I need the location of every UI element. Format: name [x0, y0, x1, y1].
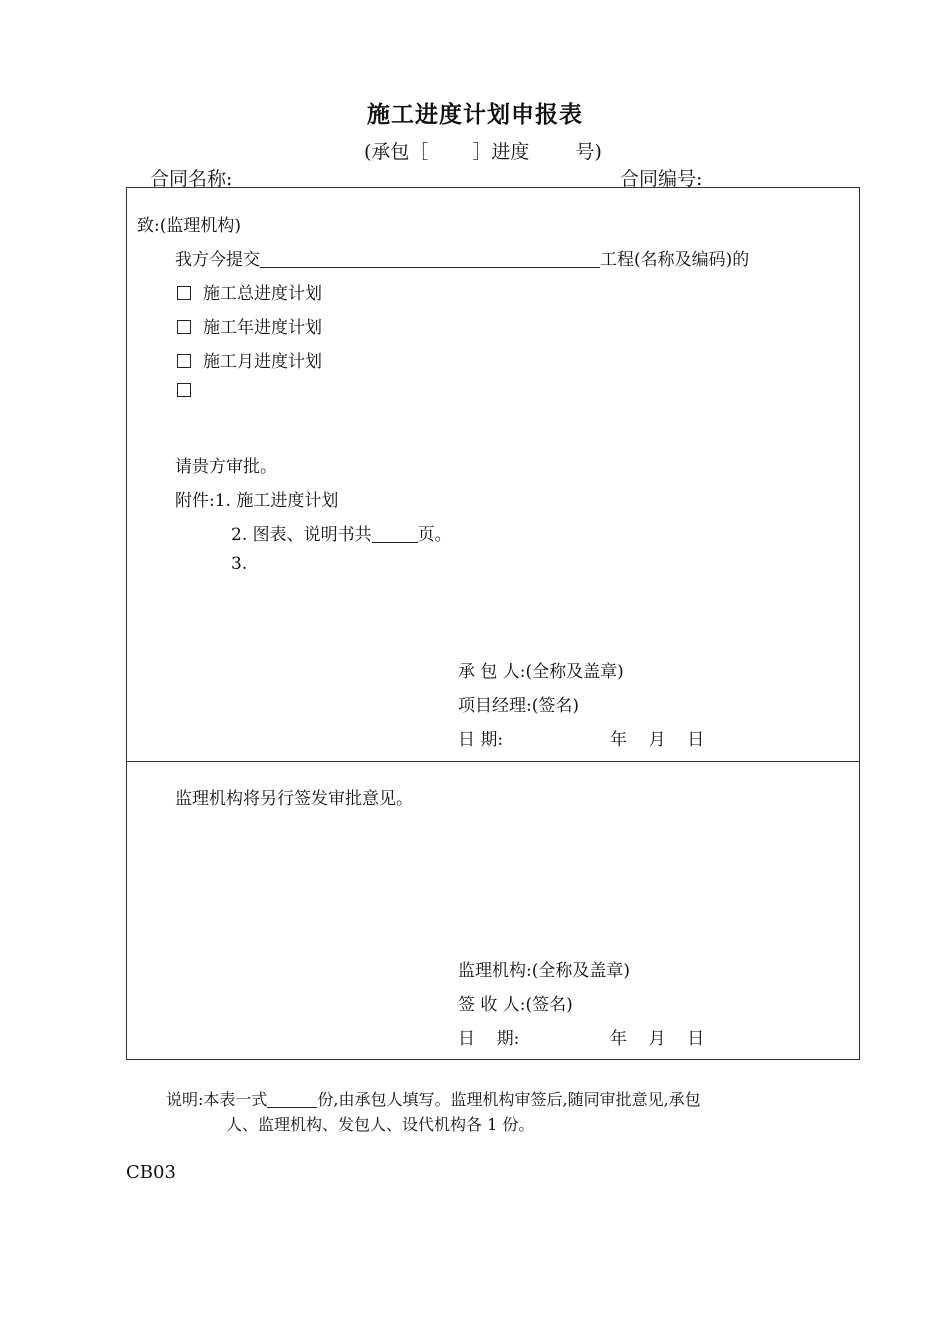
- application-section: [126, 187, 860, 762]
- supervisor-label: 监理机构:(全称及盖章): [458, 961, 630, 981]
- form-number: [364, 137, 602, 164]
- contractor-label: 承 包 人:(全称及盖章): [458, 662, 624, 682]
- page-title: 施工进度计划申报表: [367, 101, 583, 128]
- page-count-field[interactable]: [372, 524, 418, 543]
- attachment-2-suffix: 页。: [417, 525, 452, 545]
- checkbox[interactable]: [177, 320, 191, 334]
- copies-field[interactable]: [267, 1089, 317, 1108]
- manager-label: 项目经理:(签名): [458, 696, 579, 716]
- submission-line: [175, 245, 749, 270]
- supervision-section: [126, 760, 860, 1060]
- attachment-1: [175, 486, 338, 511]
- option-label: 施工月进度计划: [203, 352, 322, 372]
- option-other[interactable]: [177, 381, 203, 401]
- project-name-field[interactable]: [260, 249, 600, 268]
- footer-note-line2: 人、监理机构、发包人、设代机构各 1 份。: [226, 1115, 535, 1134]
- form-number-mid: ］进度: [472, 141, 530, 163]
- note-prefix: 说明:本表一式: [166, 1090, 268, 1109]
- contract-number-label: 合同编号:: [620, 168, 703, 190]
- option-monthly-plan[interactable]: [177, 347, 322, 372]
- option-label: 施工年进度计划: [203, 318, 322, 338]
- attachment-label: 附件:: [175, 491, 215, 511]
- note-suffix: 份,由承包人填写。监理机构审签后,随同审批意见,承包: [317, 1090, 701, 1109]
- attachment-2-prefix: 2. 图表、说明书共: [231, 525, 372, 545]
- form-code: CB03: [126, 1162, 176, 1183]
- footer-note-line1: [166, 1087, 701, 1110]
- date-ymd: 年 月 日: [610, 1029, 705, 1049]
- addressee-line: 致:(监理机构): [137, 216, 241, 236]
- submission-suffix: 工程(名称及编码)的: [600, 250, 750, 270]
- date-label: 日 期:: [458, 730, 504, 750]
- approval-request: 请贵方审批。: [175, 457, 277, 477]
- supervision-opinion: 监理机构将另行签发审批意见。: [175, 789, 413, 809]
- submission-prefix: 我方今提交: [175, 250, 260, 270]
- date-ymd: 年 月 日: [610, 730, 705, 750]
- checkbox[interactable]: [177, 354, 191, 368]
- form-number-suffix: 号): [575, 141, 602, 163]
- date-label: 日 期:: [458, 1029, 520, 1049]
- attachment-1-text: 1. 施工进度计划: [214, 491, 339, 511]
- checkbox[interactable]: [177, 383, 191, 397]
- attachment-2: [231, 520, 452, 545]
- checkbox[interactable]: [177, 286, 191, 300]
- attachment-3: 3.: [231, 554, 248, 574]
- option-total-plan[interactable]: [177, 279, 322, 304]
- form-number-prefix: (承包［: [364, 141, 429, 163]
- option-label: 施工总进度计划: [203, 284, 322, 304]
- contract-name-label: 合同名称:: [150, 168, 233, 190]
- option-annual-plan[interactable]: [177, 313, 322, 338]
- receiver-label: 签 收 人:(签名): [458, 995, 573, 1015]
